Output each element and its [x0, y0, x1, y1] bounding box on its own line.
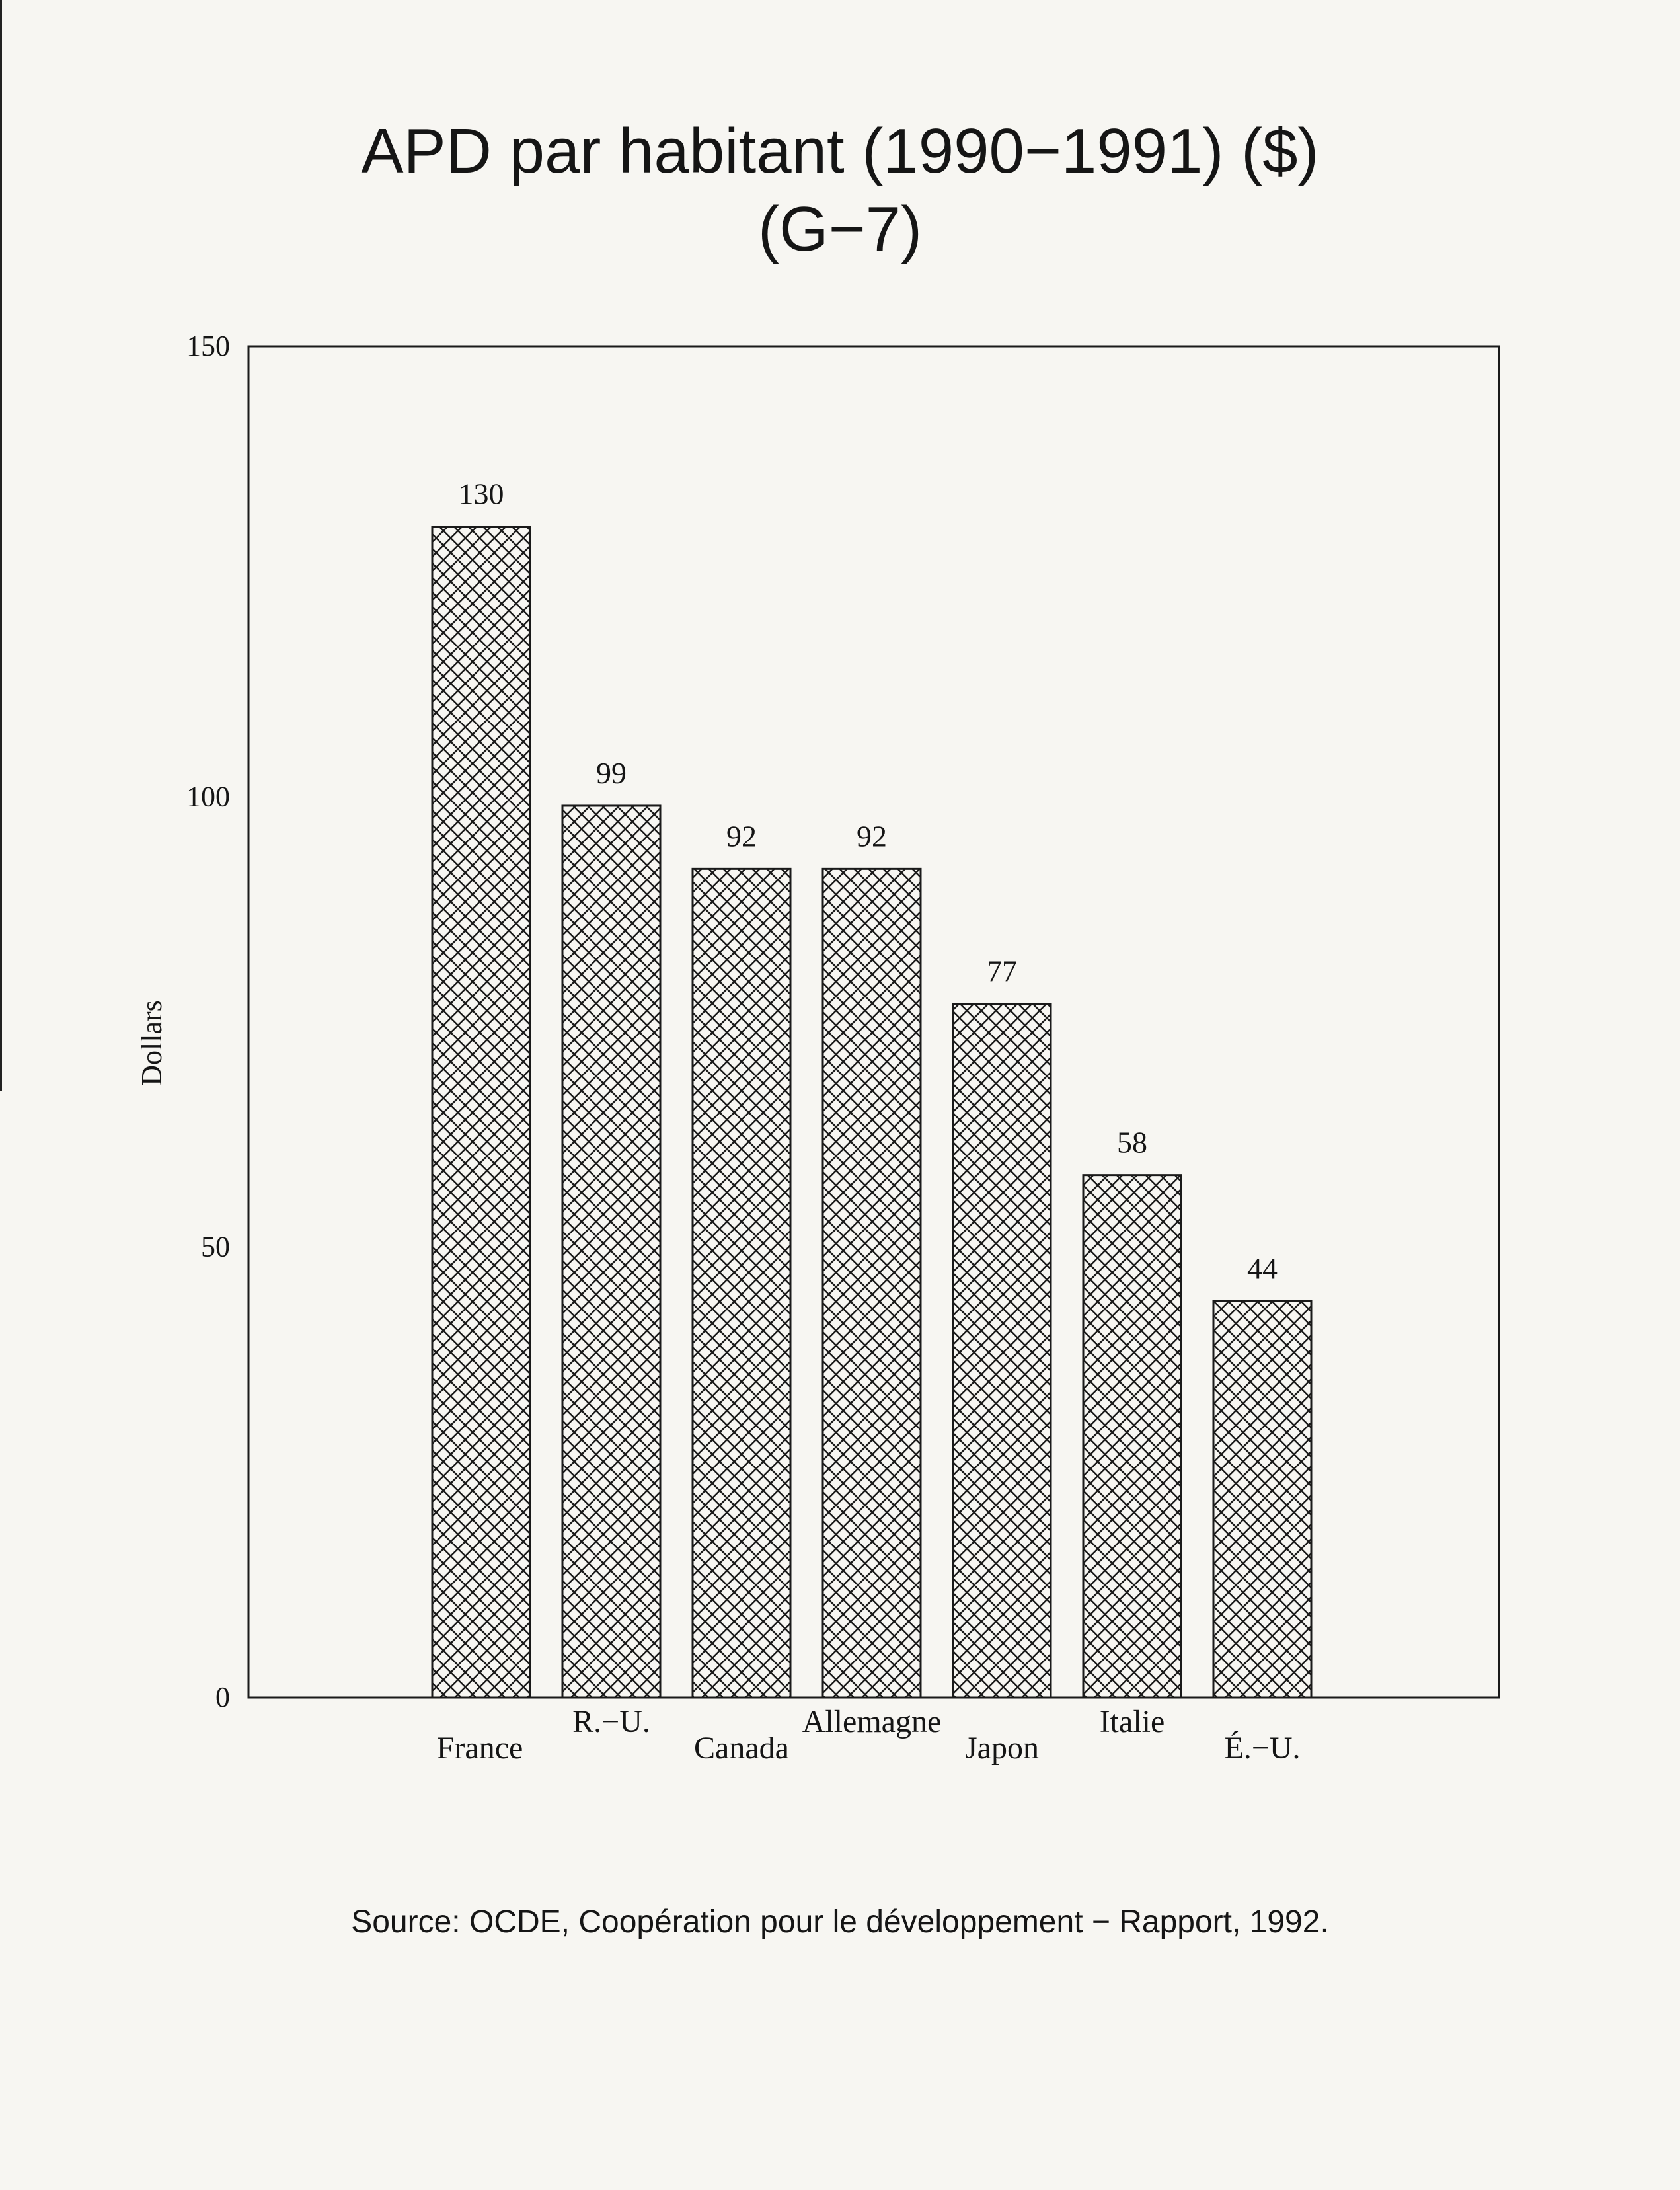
category-label: France [436, 1731, 523, 1766]
bar [693, 869, 790, 1698]
category-label: Canada [694, 1731, 789, 1766]
bar-value-label: 99 [596, 756, 627, 790]
bar [1213, 1301, 1311, 1698]
bar [823, 869, 921, 1698]
y-tick-label: 0 [215, 1681, 230, 1713]
bar-value-label: 77 [987, 954, 1017, 988]
bar [953, 1004, 1051, 1698]
category-label: R.−U. [572, 1704, 650, 1739]
source-note: Source: OCDE, Coopération pour le développement − Rapport, 1992. [351, 1904, 1329, 1939]
category-label: Italie [1099, 1704, 1165, 1739]
y-tick-label: 150 [186, 330, 230, 362]
bar-value-label: 92 [857, 819, 887, 853]
bar-value-label: 130 [458, 477, 504, 511]
y-axis-label: Dollars [135, 1000, 168, 1086]
category-label: Allemagne [802, 1704, 942, 1739]
category-label: Japon [965, 1731, 1039, 1766]
category-label: É.−U. [1224, 1731, 1301, 1766]
bar [432, 527, 530, 1698]
chart-title: APD par habitant (1990−1991) ($) [361, 116, 1319, 186]
y-tick-label: 50 [201, 1230, 230, 1263]
y-tick-label: 100 [186, 780, 230, 813]
bar-value-label: 44 [1247, 1251, 1278, 1286]
bar-value-label: 92 [726, 819, 757, 853]
bar [1083, 1175, 1181, 1698]
chart-subtitle: (G−7) [757, 194, 923, 264]
bar-value-label: 58 [1117, 1125, 1147, 1159]
bar [562, 806, 660, 1698]
